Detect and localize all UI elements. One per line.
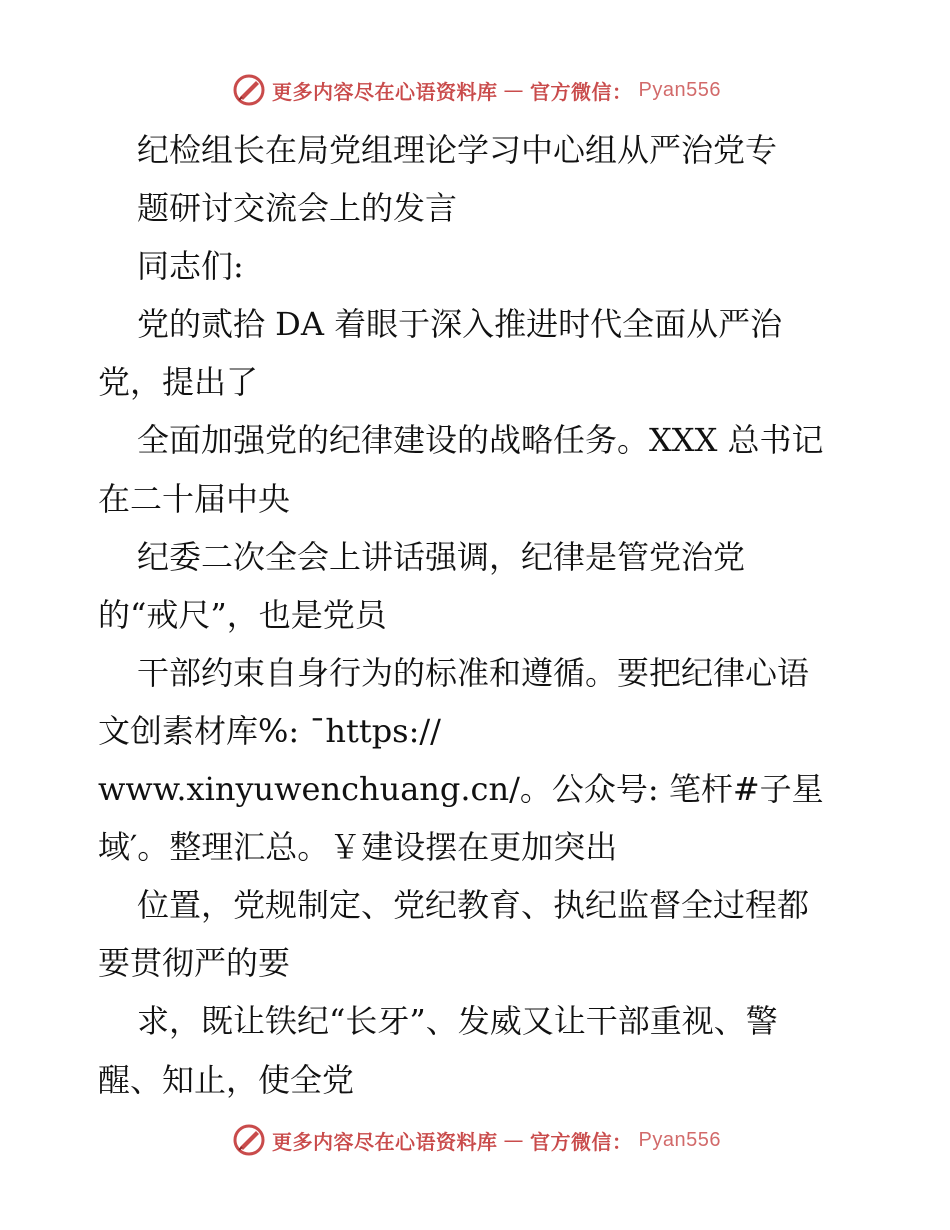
banner-dash: — xyxy=(503,1128,524,1152)
document-line: 题研讨交流会上的发言 xyxy=(137,189,458,228)
document-line: 党，提出了 xyxy=(98,363,259,402)
quill-pen-logo-icon xyxy=(232,1123,266,1157)
document-line: 全面加强党的纪律建设的战略任务。XXX 总书记 xyxy=(137,421,824,460)
header-watermark-banner xyxy=(232,70,721,110)
document-line: 在二十届中央 xyxy=(98,479,291,518)
banner-wechat-label: 官方微信： xyxy=(530,79,633,104)
banner-wechat-label: 官方微信： xyxy=(530,1129,633,1154)
document-line: 纪检组长在局党组理论学习中心组从严治党专 xyxy=(137,131,778,169)
banner-dash: — xyxy=(503,78,524,102)
document-line: 同志们: xyxy=(137,247,244,286)
document-line: 的“戒尺”，也是党员 xyxy=(98,595,387,634)
banner-main-text: 更多内容尽在心语资料库 xyxy=(272,79,498,104)
banner-main-text: 更多内容尽在心语资料库 xyxy=(272,1129,498,1154)
footer-watermark-banner xyxy=(232,1120,721,1160)
document-body xyxy=(98,121,858,1109)
document-line: 位置，党规制定、党纪教育、执纪监督全过程都 xyxy=(137,886,810,925)
document-line: 干部约束自身行为的标准和遵循。要把纪律心语 xyxy=(137,653,810,692)
document-line: 醒、知止，使全党 xyxy=(98,1060,355,1099)
quill-pen-logo-icon xyxy=(232,73,266,107)
document-line: 文创素材库%: ¯https:// xyxy=(98,711,441,750)
document-line: www.xinyuwenchuang.cn/。公众号: 笔杆#子星 xyxy=(98,770,824,809)
banner-account: Pyan556 xyxy=(638,1128,721,1151)
document-line: 求，既让铁纪“长牙”、发威又让干部重视、警 xyxy=(137,1002,778,1041)
banner-account: Pyan556 xyxy=(638,78,721,101)
document-line: 纪委二次全会上讲话强调，纪律是管党治党 xyxy=(137,537,746,576)
document-line: 要贯彻严的要 xyxy=(98,944,291,983)
document-line: 域′。整理汇总。￥建设摆在更加突出 xyxy=(98,828,618,867)
document-line: 党的贰拾 DA 着眼于深入推进时代全面从严治 xyxy=(137,305,783,344)
